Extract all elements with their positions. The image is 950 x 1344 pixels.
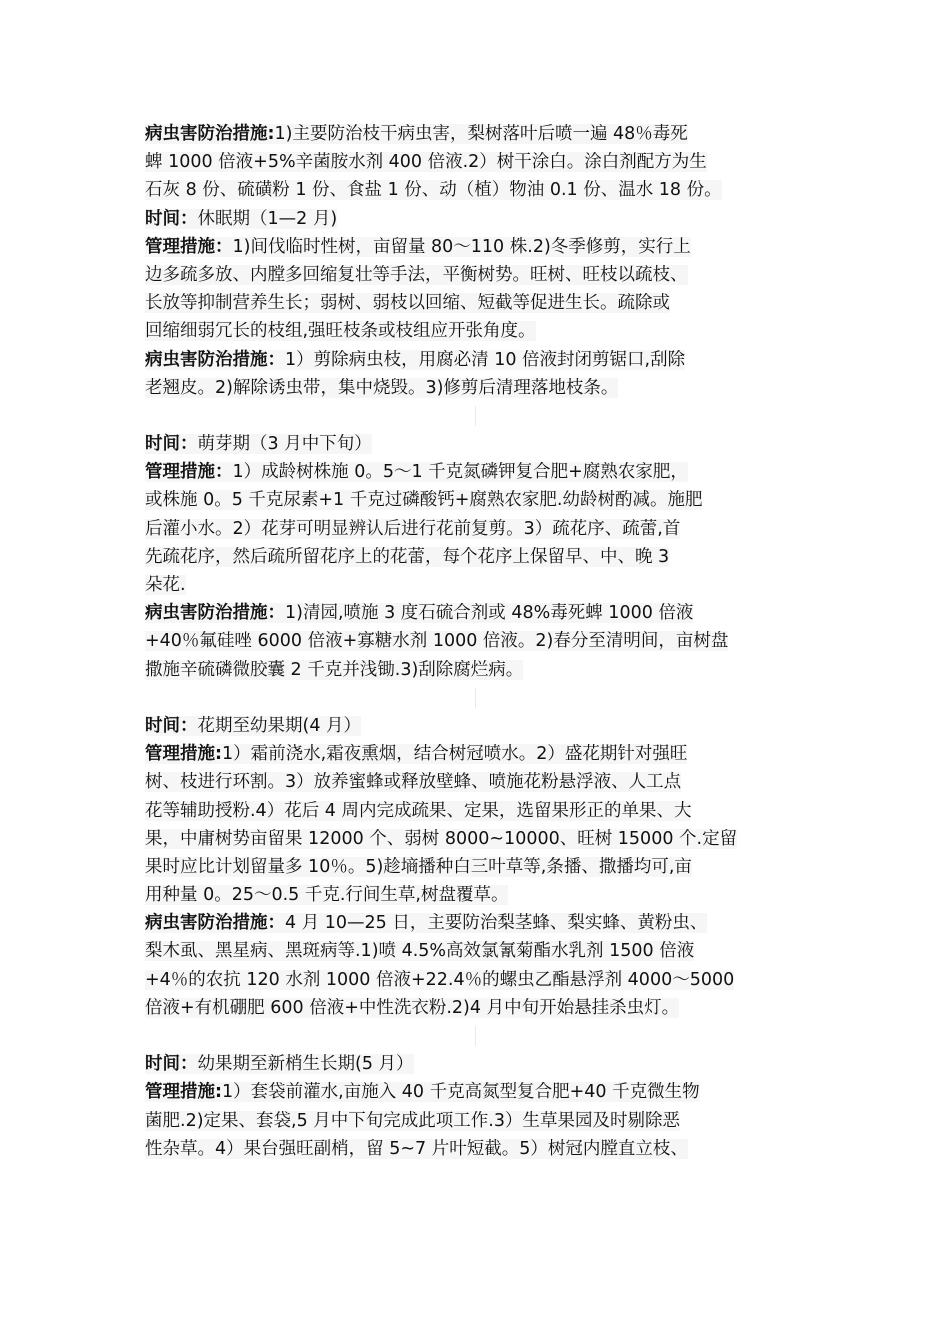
- section-label: 管理措施：: [145, 462, 233, 483]
- line-text: 蜱 1000 倍液+5%辛菌胺水剂 400 倍液.2）树干涂白。涂白剂配方为生: [145, 152, 707, 173]
- section-label: 病虫害防治措施：: [145, 349, 285, 370]
- text-line: [145, 176, 820, 204]
- section-label: 管理措施:: [145, 744, 222, 765]
- paragraph-mark: [475, 406, 476, 426]
- section-label: 时间：: [145, 715, 198, 736]
- line-text: 老翘皮。2)解除诱虫带，集中烧毁。3)修剪后清理落地枝条。: [145, 377, 619, 398]
- line-text: 倍液+有机硼肥 600 倍液+中性洗衣粉.2)4 月中旬开始悬挂杀虫灯。: [145, 997, 680, 1018]
- line-text: 回缩细弱冗长的枝组,强旺枝条或枝组应开张角度。: [145, 321, 536, 342]
- text-line: [145, 937, 820, 965]
- text-line: [145, 261, 820, 289]
- line-text: 1)主要防治枝干病虫害，梨树落叶后喷一遍 48％毒死: [274, 124, 688, 144]
- paragraph: [145, 712, 820, 740]
- line-text: 边多疏多放、内膛多回缩复壮等手法，平衡树势。旺树、旺枝以疏枝、: [145, 264, 688, 285]
- line-text: 1)间伐临时性树，亩留量 80～110 株.2)冬季修剪，实行上: [232, 236, 691, 257]
- paragraph: [145, 120, 820, 205]
- text-line: [145, 994, 820, 1022]
- line-text: 梨木虱、黑星病、黑斑病等.1)喷 4.5%高效氯氰菊酯水乳剂 1500 倍液: [145, 941, 695, 962]
- text-line: [145, 571, 820, 599]
- paragraph-mark: [475, 1026, 476, 1046]
- paragraph: [145, 599, 820, 684]
- text-line: [145, 853, 820, 881]
- line-text: 1）霜前浇水,霜夜熏烟，结合树冠喷水。2）盛花期针对强旺: [222, 744, 688, 765]
- line-text: 1)清园,喷施 3 度石硫合剂或 48%毒死蜱 1000 倍液: [285, 603, 694, 624]
- line-text: 用种量 0。25～0.5 千克.行间生草,树盘覆草。: [145, 885, 509, 906]
- section-label: 病虫害防治措施:: [145, 124, 275, 144]
- text-line: [145, 120, 820, 148]
- line-text: 果，中庸树势亩留果 12000 个、弱树 8000~10000、旺树 15000 个.定留: [145, 828, 738, 849]
- document-body: [145, 120, 820, 1163]
- text-line: [145, 797, 820, 825]
- paragraph: [145, 346, 820, 402]
- text-line: [145, 909, 820, 937]
- text-line: [145, 374, 820, 402]
- text-line: [145, 881, 820, 909]
- line-text: +40％氟硅唑 6000 倍液+寡糖水剂 1000 倍液。2)春分至清明间，亩树盘: [145, 631, 729, 652]
- text-line: [145, 599, 820, 627]
- text-line: [145, 458, 820, 486]
- section-label: 时间：: [145, 434, 198, 455]
- text-line: [145, 740, 820, 768]
- paragraph: [145, 1078, 820, 1163]
- text-line: [145, 768, 820, 796]
- line-text: 石灰 8 份、硫磺粉 1 份、食盐 1 份、动（植）物油 0.1 份、温水 18 份。: [145, 180, 722, 201]
- text-line: [145, 543, 820, 571]
- line-text: 菌肥.2)定果、套袋,5 月中下旬完成此项工作.3）生草果园及时剔除恶: [145, 1110, 680, 1131]
- line-text: 长放等抑制营养生长；弱树、弱枝以回缩、短截等促进生长。疏除或: [145, 293, 670, 314]
- line-text: 性杂草。4）果台强旺副梢，留 5~7 片叶短截。5）树冠内膛直立枝、: [145, 1138, 688, 1159]
- line-text: 花期至幼果期(4 月）: [197, 715, 362, 736]
- section-label: 时间：: [145, 1054, 198, 1075]
- line-text: 先疏花序，然后疏所留花序上的花蕾，每个花序上保留早、中、晚 3: [145, 546, 670, 567]
- section-label: 病虫害防治措施：: [145, 913, 285, 934]
- line-text: 休眠期（1—2 月): [197, 208, 338, 229]
- line-text: 花等辅助授粉.4）花后 4 周内完成疏果、定果，选留果形正的单果、大: [145, 800, 692, 821]
- text-line: [145, 712, 820, 740]
- text-line: [145, 205, 820, 233]
- line-text: 或株施 0。5 千克尿素+1 千克过磷酸钙+腐熟农家肥.幼龄树酌减。施肥: [145, 490, 703, 511]
- blank-line: [145, 402, 820, 430]
- text-line: [145, 346, 820, 374]
- line-text: 1）套袋前灌水,亩施入 40 千克高氮型复合肥+40 千克微生物: [222, 1082, 700, 1103]
- line-text: +4％的农抗 120 水剂 1000 倍液+22.4％的螺虫乙酯悬浮剂 4000～5000: [145, 969, 735, 990]
- line-text: 幼果期至新梢生长期(5 月）: [197, 1054, 414, 1075]
- text-line: [145, 627, 820, 655]
- text-line: [145, 148, 820, 176]
- paragraph: [145, 205, 820, 233]
- paragraph: [145, 740, 820, 909]
- line-text: 1）剪除病虫枝，用腐必清 10 倍液封闭剪锯口,刮除: [285, 349, 686, 370]
- line-text: 萌芽期（3 月中下旬）: [197, 434, 372, 455]
- blank-line: [145, 684, 820, 712]
- line-text: 果时应比计划留量多 10％。5)趁墒播种白三叶草等,条播、撒播均可,亩: [145, 856, 692, 877]
- text-line: [145, 430, 820, 458]
- text-line: [145, 656, 820, 684]
- paragraph: [145, 909, 820, 1022]
- paragraph: [145, 1050, 820, 1078]
- text-line: [145, 1078, 820, 1106]
- line-text: 后灌小水。2）花芽可明显辨认后进行花前复剪。3）疏花序、疏蕾,首: [145, 518, 681, 539]
- section-label: 管理措施：: [145, 236, 233, 257]
- text-line: [145, 317, 820, 345]
- paragraph: [145, 430, 820, 458]
- blank-line: [145, 1022, 820, 1050]
- text-line: [145, 966, 820, 994]
- text-line: [145, 825, 820, 853]
- text-line: [145, 1135, 820, 1163]
- section-label: 管理措施:: [145, 1082, 222, 1103]
- text-line: [145, 1107, 820, 1135]
- text-line: [145, 1050, 820, 1078]
- paragraph: [145, 458, 820, 599]
- line-text: 撒施辛硫磷微胶囊 2 千克并浅锄.3)刮除腐烂病。: [145, 659, 524, 680]
- line-text: 朵花.: [145, 575, 186, 595]
- section-label: 时间：: [145, 208, 198, 229]
- line-text: 树、枝进行环割。3）放养蜜蜂或释放壁蜂、喷施花粉悬浮液、人工点: [145, 772, 682, 793]
- line-text: 1）成龄树株施 0。5～1 千克氮磷钾复合肥+腐熟农家肥，: [232, 462, 688, 483]
- text-line: [145, 486, 820, 514]
- paragraph: [145, 233, 820, 346]
- text-line: [145, 515, 820, 543]
- line-text: 4 月 10—25 日，主要防治梨茎蜂、梨实蜂、黄粉虫、: [285, 913, 708, 934]
- text-line: [145, 289, 820, 317]
- text-line: [145, 233, 820, 261]
- paragraph-mark: [475, 688, 476, 708]
- section-label: 病虫害防治措施：: [145, 603, 285, 624]
